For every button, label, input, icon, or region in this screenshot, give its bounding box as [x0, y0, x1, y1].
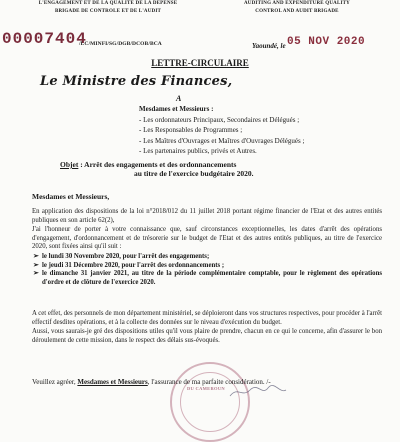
closing-lead: Veuillez agréer,	[32, 378, 76, 386]
closing-rest: , l'assurance de ma parfaite considération. /-	[147, 378, 271, 386]
body-paragraph: J'ai l'honneur de porter à votre connaissance que, sauf circonstances exceptionnelles, les dates d'arrêt des opérations d'engagement, d'ordonnancement et de trésorerie sur le budget de l'Etat et des autres entités publiques, au titre de l'exercice 2020, sont fixées ainsi qu'il suit :	[32, 226, 382, 251]
header-left	[8, 0, 208, 16]
deadline-item	[32, 270, 382, 287]
addressee-item: - Les Responsables de Programmes ;	[139, 126, 243, 134]
object-line2: au titre de l'exercice budgétaire 2020.	[134, 169, 254, 178]
body-section-1	[32, 208, 382, 287]
official-seal	[170, 362, 250, 442]
object-label: Objet	[60, 160, 79, 169]
deadline-list	[32, 253, 382, 287]
body-paragraph: En application des dispositions de la loi n°2018/012 du 11 juillet 2018 portant régime financier de l'Etat et des autres entités publiques en son article 62(2),	[32, 208, 382, 224]
arrow-bullet-icon: ➢	[33, 261, 39, 269]
reference-code: /LC/MINFI/SG/DGB/DCOB/BCA	[79, 41, 162, 47]
signature-scribble	[228, 384, 288, 400]
deadline-text: le dimanche 31 janvier 2021, au titre de la période complémentaire comptable, pour le règlement des opérations d'ordre et de clôture de l'exercice 2020.	[42, 270, 382, 286]
body-paragraph: Aussi, vous saurais-je gré des dispositions utiles qu'il vous plaire de prendre, chacun en ce qui le concerne, afin d'assurer le bon déroulement de cette mission, dans le respect des délais sus-évoqués.	[32, 328, 382, 344]
addressee-block	[139, 104, 304, 157]
minister-heading: Le Ministre des Finances,	[40, 74, 233, 89]
deadline-text: le jeudi 31 Décembre 2020, pour l'arrêt des ordonnancements ;	[42, 261, 225, 269]
object-line1: : Arrêt des engagements et des ordonnancements	[78, 160, 237, 169]
closing-addressee: Mesdames et Messieurs	[77, 378, 148, 386]
body-paragraph: A cet effet, des personnels de mon département ministériel, se déploieront dans vos structures respectives, pour procéder à l'arrêt effectif desdites opérations, et à la collecte des données sur le niveau d'exécution du budget.	[32, 310, 382, 326]
body-section-2	[32, 310, 382, 346]
addressee-list	[139, 115, 304, 157]
addressee-item: - Les ordonnateurs Principaux, Secondaires et Délégués ;	[139, 115, 300, 124]
header-right-line1: AUDITING AND EXPENDITURE QUALITY	[244, 1, 350, 6]
header-right	[212, 0, 382, 16]
seal-text: DU CAMEROUN	[187, 386, 225, 391]
header-left-line1: L'ENGAGEMENT ET DE LA QUALITE DE LA DEPENSE	[38, 1, 178, 6]
addressee-head: Mesdames et Messieurs :	[139, 105, 214, 113]
deadline-text: le lundi 30 Novembre 2020, pour l'arrêt des engagements;	[42, 252, 210, 260]
header-left-line2: BRIGADE DE CONTROLE ET DE L'AUDIT	[54, 9, 162, 14]
deadline-item	[32, 262, 382, 271]
date-stamp: 05 NOV 2020	[287, 36, 366, 48]
date-label: Yaoundé, le	[252, 42, 286, 50]
salutation: Mesdames et Messieurs,	[32, 192, 110, 201]
arrow-bullet-icon: ➢	[33, 270, 39, 278]
addressee-item: - Les partenaires publics, privés et Autres.	[139, 147, 257, 155]
closing-line	[32, 378, 382, 387]
header-right-line2: CONTROL AND AUDIT BRIGADE	[255, 9, 339, 14]
deadline-item	[32, 253, 382, 262]
recipient-marker: A	[176, 94, 182, 103]
document-title: LETTRE-CIRCULAIRE	[151, 58, 249, 68]
object-block	[60, 160, 360, 178]
reference-number: 00007404	[2, 30, 87, 48]
addressee-item: - Les Maîtres d'Ouvrages et Maîtres d'Ouvrages Délégués ;	[139, 136, 305, 145]
arrow-bullet-icon: ➢	[33, 252, 39, 260]
